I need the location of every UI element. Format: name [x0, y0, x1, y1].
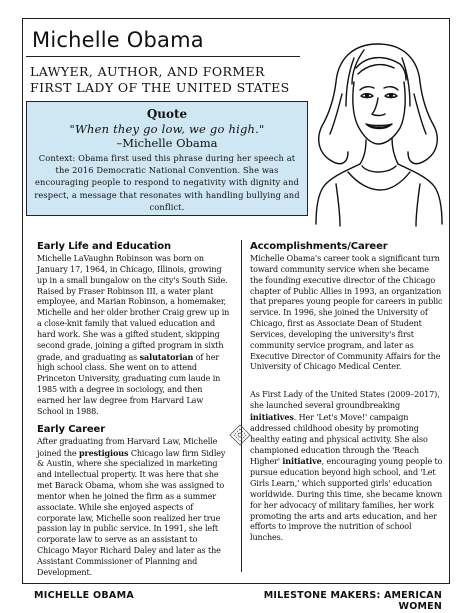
early-career-heading: Early Career [37, 423, 106, 435]
title-underline [26, 56, 300, 57]
accomplishments-text-part: As First Lady of the United States (2009–2017), she launched several groundbreaking [250, 390, 440, 411]
footer-name: MICHELLE OBAMA [34, 590, 134, 601]
vocab-word: salutatorian [139, 351, 194, 362]
early-life-heading: Early Life and Education [37, 241, 171, 252]
accomplishments-text-part: . Her 'Let's Move!' campaign addressed childhood obesity by promoting healthy eating and physical activity. She also championed education through the 'Reach Higher' [250, 412, 428, 467]
left-column [37, 241, 232, 585]
page-subtitle: LAWYER, AUTHOR, AND FORMER FIRST LADY OF THE UNITED STATES [30, 64, 290, 95]
page-title: Michelle Obama [32, 28, 204, 52]
quote-box [26, 101, 308, 216]
quote-heading: Quote [146, 107, 188, 121]
quote-author: –Michelle Obama [116, 136, 218, 150]
early-life-text [37, 254, 232, 418]
accomplishments-heading: Accomplishments/Career [250, 241, 388, 252]
accomplishments-text-2 [250, 390, 443, 544]
column-divider [241, 240, 242, 572]
accomplishments-text-1: Michelle Obama's career took a significant turn toward community service when she became the founding executive director of the Chicago chapter of Public Allies in 1993, an organization that prepares young people for careers in public service. In 1996, she joined the University of Chicago, first as Associate Dean of Student Services, developing the university's first community service program, and later as Executive Director of Community Affairs for the University of Chicago Medical Center. [250, 254, 443, 372]
paragraph-spacer [250, 379, 443, 390]
early-career-text-part: After graduating from Harvard Law, Michelle joined the [37, 436, 218, 458]
early-career-text [37, 437, 232, 579]
quote-text: "When they go low, we go high." [69, 122, 265, 136]
footer-series: MILESTONE MAKERS: AMERICAN WOMEN [263, 590, 442, 612]
vocab-word: initiatives [250, 411, 294, 422]
early-life-text-part: Michelle LaVaughn Robinson was born on January 17, 1964, in Chicago, Illinois, growing up in a small bungalow on the city's South Side. Raised by Fraser Robinson III, a water plant employee, and Marian Robinson, a homemaker, Michelle and her older brother Craig grew up in a close-knit family that valued education and hard work. She was a gifted student, skipping second grade, joining a gifted program in sixth grade, and graduating as [37, 254, 230, 362]
quote-context: Context: Obama first used this phrase during her speech at the 2016 Democratic National Convention. She was encouraging people to respond to negativity with dignity and respect, a message that resonates with handling bullying and conflict. [34, 153, 300, 212]
vocab-word: prestigious [78, 447, 129, 458]
accomplishments-text-part: , encouraging young people to pursue education beyond high school, and 'Let Girls Learn,' which supported girls' education worldwide. During this time, she became known for her advocacy of military families, her work promoting the arts and arts education, and her efforts to improve the nutrition of school lunches. [250, 457, 443, 543]
diamond-ornament-icon [229, 424, 251, 446]
portrait-icon [308, 34, 448, 230]
vocab-word: initiative [282, 456, 322, 467]
right-column [250, 241, 443, 550]
early-life-text-part: of her high school class. She went on to attend Princeton University, graduating cum laude in 1985 with a degree in sociology, and then earned her law degree from Harvard Law School in 1988. [37, 352, 221, 416]
early-career-text-part: Chicago law firm Sidley & Austin, where she specialized in marketing and intellectual property. It was here that she met Barack Obama, whom she was assigned to mentor when he joined the firm as a summer associate. While she enjoyed aspects of corporate law, Michelle soon realized her true passion lay in public service. In 1991, she left corporate law to serve as an assistant to Chicago Mayor Richard Daley and later as the Assistant Commissioner of Planning and Development. [37, 448, 226, 577]
